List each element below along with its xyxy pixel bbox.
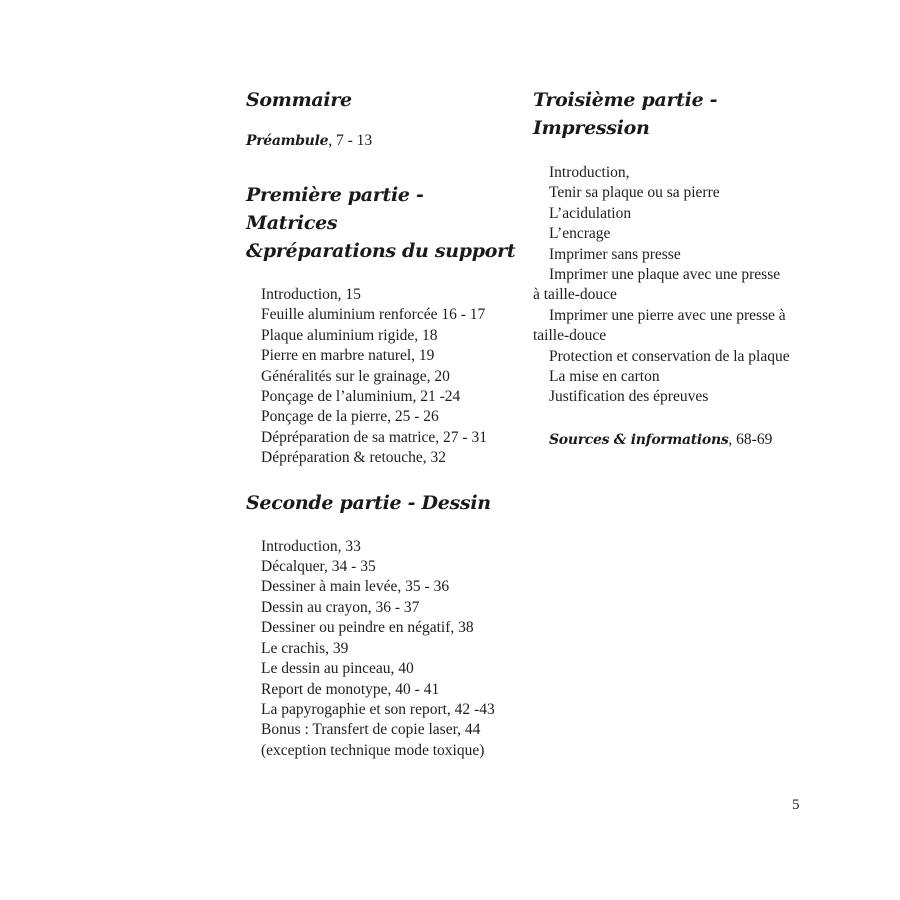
list-item: Dépréparation de sa matrice, 27 - 31 [261,428,487,446]
list-item: Ponçage de l’aluminium, 21 -24 [261,388,461,406]
list-item: Ponçage de la pierre, 25 - 26 [261,408,439,426]
page-number: 5 [792,797,800,813]
list-item: Introduction, [549,164,630,181]
part2-title: Seconde partie - Dessin [246,491,491,514]
list-item: L’encrage [549,225,611,243]
part2-list [246,537,516,761]
list-item-line2: taille-douce [533,327,607,345]
list-item: Bonus : Transfert de copie laser, 44 [261,721,481,739]
list-item-line2: à taille-douce [533,286,617,304]
list-item: Dessiner ou peindre en négatif, 38 [261,619,474,637]
list-item: Plaque aluminium rigide, 18 [261,326,438,344]
preambule-pages: , 7 - 13 [328,132,373,149]
right-column [533,86,813,450]
list-item: Pierre en marbre naturel, 19 [261,347,435,365]
list-item-line1: Imprimer une pierre avec une presse à [549,306,786,324]
list-item: Le crachis, 39 [261,639,349,657]
list-item: (exception technique mode toxique) [261,741,485,759]
part3-list [533,163,813,408]
list-item: Dépréparation & retouche, 32 [261,449,447,467]
preambule-entry [246,131,516,151]
list-item: Le dessin au pinceau, 40 [261,660,414,678]
list-item: Justification des épreuves [549,388,709,406]
sources-label: Sources & informations [549,431,729,448]
list-item: La papyrogaphie et son report, 42 -43 [261,700,495,718]
left-column [246,86,516,761]
list-item: Introduction, 15 [261,286,361,303]
list-item: Décalquer, 34 - 35 [261,558,376,576]
part1-title-line2: &préparations du support [246,240,516,262]
toc-title: Sommaire [246,89,352,111]
list-item: Report de monotype, 40 - 41 [261,680,440,698]
sources-pages: , 68-69 [728,430,773,448]
list-item: La mise en carton [549,368,660,386]
list-item: Feuille aluminium renforcée 16 - 17 [261,306,486,324]
list-item: Tenir sa plaque ou sa pierre [549,184,720,202]
sources-entry [533,430,813,450]
preambule-label: Préambule [246,133,329,149]
list-item-line1: Imprimer une plaque avec une presse [549,266,781,284]
list-item: Introduction, 33 [261,537,361,555]
part1-title [246,181,516,265]
part1-title-line1: Première partie - Matrices [246,184,424,234]
list-item: Imprimer sans presse [549,245,681,263]
list-item: Protection et conservation de la plaque [549,347,790,365]
part1-list [246,285,516,469]
list-item: L’acidulation [549,204,632,222]
part3-title: Troisième partie - Impression [533,89,718,139]
list-item: Dessin au crayon, 36 - 37 [261,598,420,616]
list-item: Généralités sur le grainage, 20 [261,367,450,385]
list-item: Dessiner à main levée, 35 - 36 [261,578,450,596]
